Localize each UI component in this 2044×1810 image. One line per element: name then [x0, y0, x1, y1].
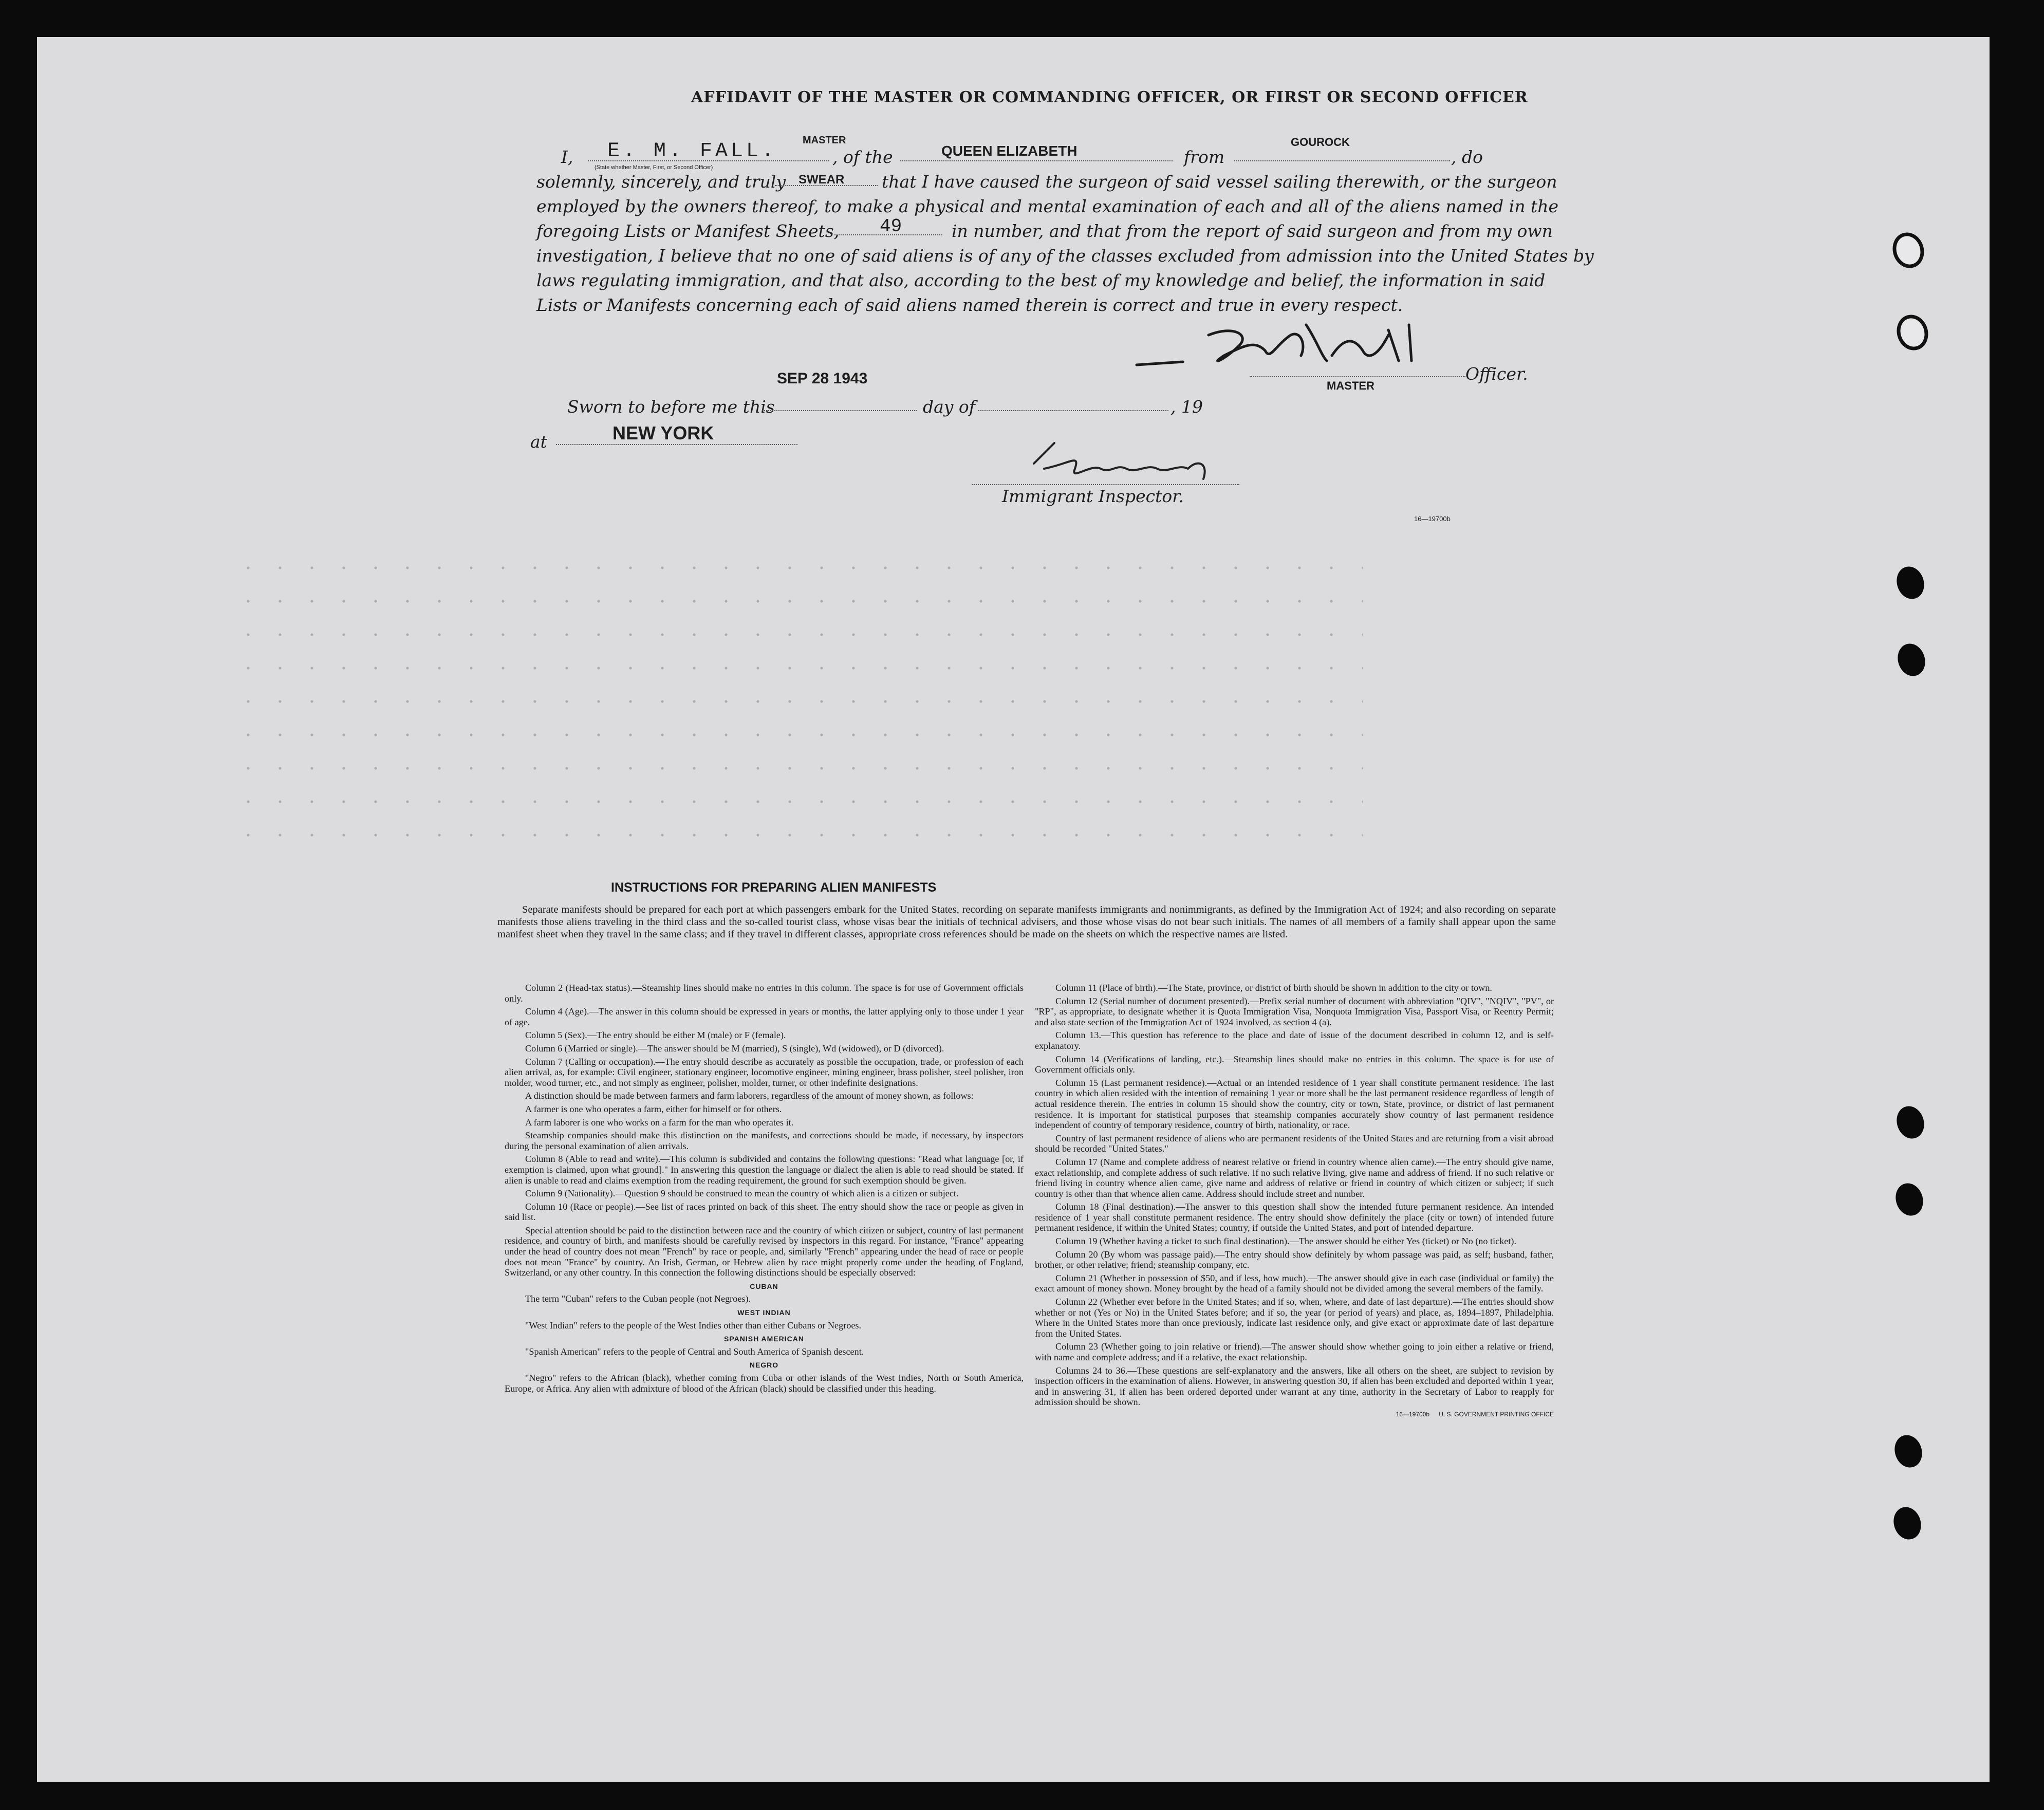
instruction-paragraph: Column 9 (Nationality).—Question 9 should be construed to mean the country of which alien is a citizen or subject. [525, 1188, 959, 1199]
subheading-spanish-american: SPANISH AMERICAN [723, 1335, 804, 1343]
affidavit-line-7: Lists or Manifests concerning each of said aliens named therein is correct and true in every respect. [536, 295, 1403, 315]
form-code: 16—19700b [1414, 515, 1451, 523]
instruction-paragraph: "Negro" refers to the African (black), whether coming from Cuba or other islands of the West Indies, North or South America, Europe, or Africa. Any alien with admixture of blood of the African (black) should be classified under this heading. [505, 1373, 1024, 1394]
manifest-page [37, 37, 1990, 1782]
subheading-negro: NEGRO [749, 1361, 779, 1370]
sheet-count: 49 [880, 216, 902, 237]
punch-hole-icon [1888, 228, 1929, 272]
instruction-paragraph: Column 2 (Head-tax status).—Steamship lines should make no entries in this column. The space is for use of Government officials only. [505, 983, 1024, 1004]
subheading-cuban: CUBAN [750, 1282, 778, 1290]
instruction-paragraph: Columns 24 to 36.—These questions are self-explanatory and the answers, like all others on the sheet, are subject to revision by inspection officers in the examination of aliens. However, in answering question 30, if alien has been excluded and deported within 1 year, and in answering 31, if alien has been ordered deported under warrant at any time, authority in the Secretary of Labor to reapply for admission should be shown. [1035, 1365, 1554, 1408]
affidavit-line-5: investigation, I believe that no one of said aliens is of any of the classes excluded from admission into the United States by [536, 246, 1594, 266]
instructions-title: INSTRUCTIONS FOR PREPARING ALIEN MANIFESTS [611, 880, 937, 895]
punch-hole-icon [1892, 1103, 1928, 1142]
punch-hole-icon [1891, 1180, 1927, 1220]
instruction-paragraph: Column 13.—This question has reference to the place and date of issue of the document described in column 12, and is self-explanatory. [1035, 1030, 1554, 1051]
instruction-paragraph: The term "Cuban" refers to the Cuban people (not Negroes). [525, 1294, 751, 1304]
bleed-through-dots [232, 633, 1363, 636]
bleed-through-dots [232, 834, 1363, 837]
sworn-label: Sworn to before me this [567, 397, 775, 417]
instruction-paragraph: A farmer is one who operates a farm, either for himself or for others. [525, 1103, 782, 1114]
instruction-paragraph: Column 5 (Sex).—The entry should be either M (male) or F (female). [525, 1030, 786, 1041]
day-of-label: day of [923, 397, 976, 417]
do-label: , do [1451, 147, 1483, 167]
inspector-signature-line [972, 484, 1239, 485]
punch-hole-icon [1892, 563, 1928, 603]
instruction-paragraph: Column 7 (Calling or occupation).—The entry should describe as accurately as possible the occupation, trade, or profession of each alien arrival, as, for example: Civil engineer, stationary engineer, locomotive engineer, mining engineer, brass polisher, steel polisher, iron molder, wood turner, etc., and not simply as engineer, polisher, molder, turner, or other indefinite designations. [505, 1056, 1024, 1088]
inspector-label: Immigrant Inspector. [1002, 486, 1184, 506]
inspector-signature [1024, 433, 1219, 489]
print-footer [1035, 1408, 1554, 1420]
instruction-paragraph: Column 8 (Able to read and write).—This column is subdivided and contains the following questions: "Read what language [or, if exemption is claimed, upon what ground]." In answering this question the language or dialect the alien is able to read should be stated. If alien is unable to read and claims exemption from the reading requirement, the ground for such exemption should be given. [505, 1154, 1024, 1186]
port-blank [1234, 160, 1450, 161]
place-blank [556, 444, 797, 445]
instruction-paragraph: Special attention should be paid to the distinction between race and the country of which citizen or subject, country of last permanent residence, and country of birth, and manifests should be carefully revised by inspectors in this regard. For instance, "France" appearing under the head of country does not mean "French" by race or people, and, similarly "French" appearing under the head of race or people does not mean "France" by country. An Irish, German, or Hebrew alien by race might properly come under the heading of England, Switzerland, or any other country. In this connection the following distinctions should be especially observed: [505, 1225, 1024, 1278]
rank-stamp: MASTER [803, 135, 846, 146]
officer-label: Officer. [1465, 364, 1528, 384]
punch-hole-icon [1890, 1432, 1926, 1471]
instruction-paragraph: A farm laborer is one who works on a farm for the man who operates it. [525, 1117, 794, 1128]
punch-hole-icon [1893, 640, 1929, 680]
officer-signature [1121, 304, 1440, 376]
instruction-paragraph: Steamship companies should make this distinction on the manifests, and corrections should be made, if necessary, by inspectors during the personal examination of alien arrivals. [505, 1130, 1024, 1151]
instruction-paragraph: Column 23 (Whether going to join relative or friend).—The answer should show whether going to join either a relative or friend, with name and complete address; and if a relative, the exact relationship. [1035, 1341, 1554, 1362]
instruction-paragraph: Column 22 (Whether ever before in the United States; and if so, when, where, and date of last departure).—The entries should show whether or not (Yes or No) in the United States before; and if so, the year (or period of years) and place, as, 1894–1897, Philadelphia. Where in the United States more than once previously, indicate last residence only, and give exact or approximate date of last departure from the United States. [1035, 1297, 1554, 1339]
printer-credit: U. S. GOVERNMENT PRINTING OFFICE [1439, 1410, 1554, 1418]
officer-signature-line [1250, 376, 1465, 377]
from-label: from [1184, 147, 1225, 167]
officer-name: E. M. FALL. [607, 140, 777, 163]
instruction-paragraph: Column 11 (Place of birth).—The State, province, or district of birth should be shown in addition to the city or town. [1055, 983, 1492, 993]
sworn-date-blank [763, 410, 917, 411]
year-prefix: , 19 [1170, 397, 1203, 417]
bleed-through-dots [232, 800, 1363, 803]
instruction-paragraph: "Spanish American" refers to the people of Central and South America of Spanish descent. [525, 1346, 864, 1357]
bleed-through-dots [232, 767, 1363, 770]
affidavit-line-4b: in number, and that from the report of said surgeon and from my own [952, 221, 1553, 241]
punch-hole-icon [1892, 310, 1933, 354]
instruction-paragraph: "West Indian" refers to the people of the West Indies other than either Cubans or Negroes. [525, 1320, 862, 1331]
instruction-paragraph: A distinction should be made between farmers and farm laborers, regardless of the amount of money shown, as follows: [525, 1091, 974, 1101]
instruction-paragraph: Column 4 (Age).—The answer in this column should be expressed in years or months, the latter applying only to those under 1 year of age. [505, 1006, 1024, 1027]
punch-hole-icon [1889, 1504, 1925, 1543]
vessel-name: QUEEN ELIZABETH [941, 143, 1077, 159]
instruction-paragraph: Column 10 (Race or people).—See list of races printed on back of this sheet. The entry should show the race or people as given in said list. [505, 1201, 1024, 1223]
instruction-paragraph: Column 18 (Final destination).—The answer to this question shall show the intended future permanent residence. An intended residence of 1 year shall constitute permanent residence. The entry should show definitely the place (city or town) of intended future permanent residence, if within the United States; country, if outside the United States, and port of intended departure. [1035, 1202, 1554, 1233]
bleed-through-dots [232, 733, 1363, 736]
affidavit-line-6: laws regulating immigration, and that also, according to the best of my knowledge and belief, the information in said [536, 270, 1546, 290]
bleed-through-dots [232, 700, 1363, 703]
vessel-blank [900, 160, 1173, 161]
affidavit-line-2a: solemnly, sincerely, and truly [536, 172, 786, 192]
bleed-through-dots [232, 667, 1363, 670]
instruction-paragraph: Country of last permanent residence of aliens who are permanent residents of the United States and are returning from a visit abroad should be recorded "United States." [1035, 1133, 1554, 1154]
instructions-left-column [505, 983, 1024, 1396]
instruction-paragraph: Column 17 (Name and complete address of nearest relative or friend in country whence alien came).—The entry should give name, exact relationship, and complete address of such relative. If no such relative living, give name and address of friend. If no such relative or friend living in country whence alien came, give name and address of relative or friend in country of which citizen or subject; if such country is other than that whence alien came. Address should include street and number. [1035, 1156, 1554, 1199]
instruction-paragraph: Column 20 (By whom was passage paid).—The entry should show definitely by whom passage was paid, as self; husband, father, brother, or other relative; friend; steamship company, etc. [1035, 1249, 1554, 1270]
affidavit-i: I, [561, 147, 573, 167]
instructions-intro: Separate manifests should be prepared for each port at which passengers embark for the United States, recording on separate manifests immigrants and nonimmigrants, as defined by the Immigration Act of 1924; and also recording on separate manifests those aliens traveling in the third class and the so-called tourist class, whose visas bear the initials of technical advisers, and those whose visas do not bear such initials. The names of all members of a family shall appear upon the same manifest sheet when they travel in the same class; and if they travel in different classes, appropriate cross references should be made on the sheets on which the respective names are listed. [497, 904, 1556, 940]
port-from: GOUROCK [1291, 136, 1350, 149]
at-label: at [530, 432, 547, 452]
subheading-west-indian: WEST INDIAN [737, 1308, 791, 1317]
affidavit-line-3: employed by the owners thereof, to make a physical and mental examination of each and all of the aliens named in the [536, 196, 1558, 216]
bleed-through-dots [232, 600, 1363, 603]
sworn-date-stamp: SEP 28 1943 [777, 370, 868, 387]
instruction-paragraph: Column 21 (Whether in possession of $50, and if less, how much).—The answer should give in each case (individual or family) the exact amount of money shown. Money brought by the head of a family should not be divided among the several members of the family. [1035, 1272, 1554, 1294]
sworn-place: NEW YORK [612, 422, 714, 444]
of-the-label: , of the [832, 147, 893, 167]
instruction-paragraph: Column 6 (Married or single).—The answer should be M (married), S (single), Wd (widowed), or D (divorced). [525, 1043, 944, 1054]
rank-note: (State whether Master, First, or Second Officer) [594, 164, 713, 171]
bleed-through-dots [232, 566, 1363, 569]
swear-stamp: SWEAR [798, 173, 845, 187]
instruction-paragraph: Column 15 (Last permanent residence).—Actual or an intended residence of 1 year shall constitute permanent residence. The last country in which alien resided with the intention of remaining 1 year or more shall be the last permanent residence regardless of length of actual residence therein. The entries in column 15 should show the country, city or town, State, province, or district of last permanent residence. It is important for statistical purposes that steamship companies accurately show country of last permanent residence independent of country of temporary residence, country of birth, nationality, or race. [1035, 1077, 1554, 1131]
affidavit-title: AFFIDAVIT OF THE MASTER OR COMMANDING OFFICER, OR FIRST OR SECOND OFFICER [691, 88, 1528, 106]
officer-rank-stamp: MASTER [1327, 379, 1374, 392]
month-blank [978, 410, 1168, 411]
footer-form-code: 16—19700b [1396, 1410, 1430, 1418]
instruction-paragraph: Column 12 (Serial number of document presented).—Prefix serial number of document with abbreviation "QIV", "NQIV", "PV", or "RP", as appropriate, to designate whether it is Quota Immigration Visa, Nonquota Immigration Visa, Passport Visa, or Reentry Permit; and also state section of the Immigration Act of 1924 involved, as section 4 (a). [1035, 995, 1554, 1027]
affidavit-line-2b: that I have caused the surgeon of said vessel sailing therewith, or the surgeon [882, 172, 1557, 192]
instruction-paragraph: Column 19 (Whether having a ticket to such final destination).—The answer should be either Yes (ticket) or No (no ticket). [1055, 1236, 1517, 1247]
instruction-paragraph: Column 14 (Verifications of landing, etc.).—Steamship lines should make no entries in this column. The space is for use of Government officials only. [1035, 1054, 1554, 1075]
instructions-right-column [1035, 983, 1554, 1420]
affidavit-line-4a: foregoing Lists or Manifest Sheets, [536, 221, 840, 241]
